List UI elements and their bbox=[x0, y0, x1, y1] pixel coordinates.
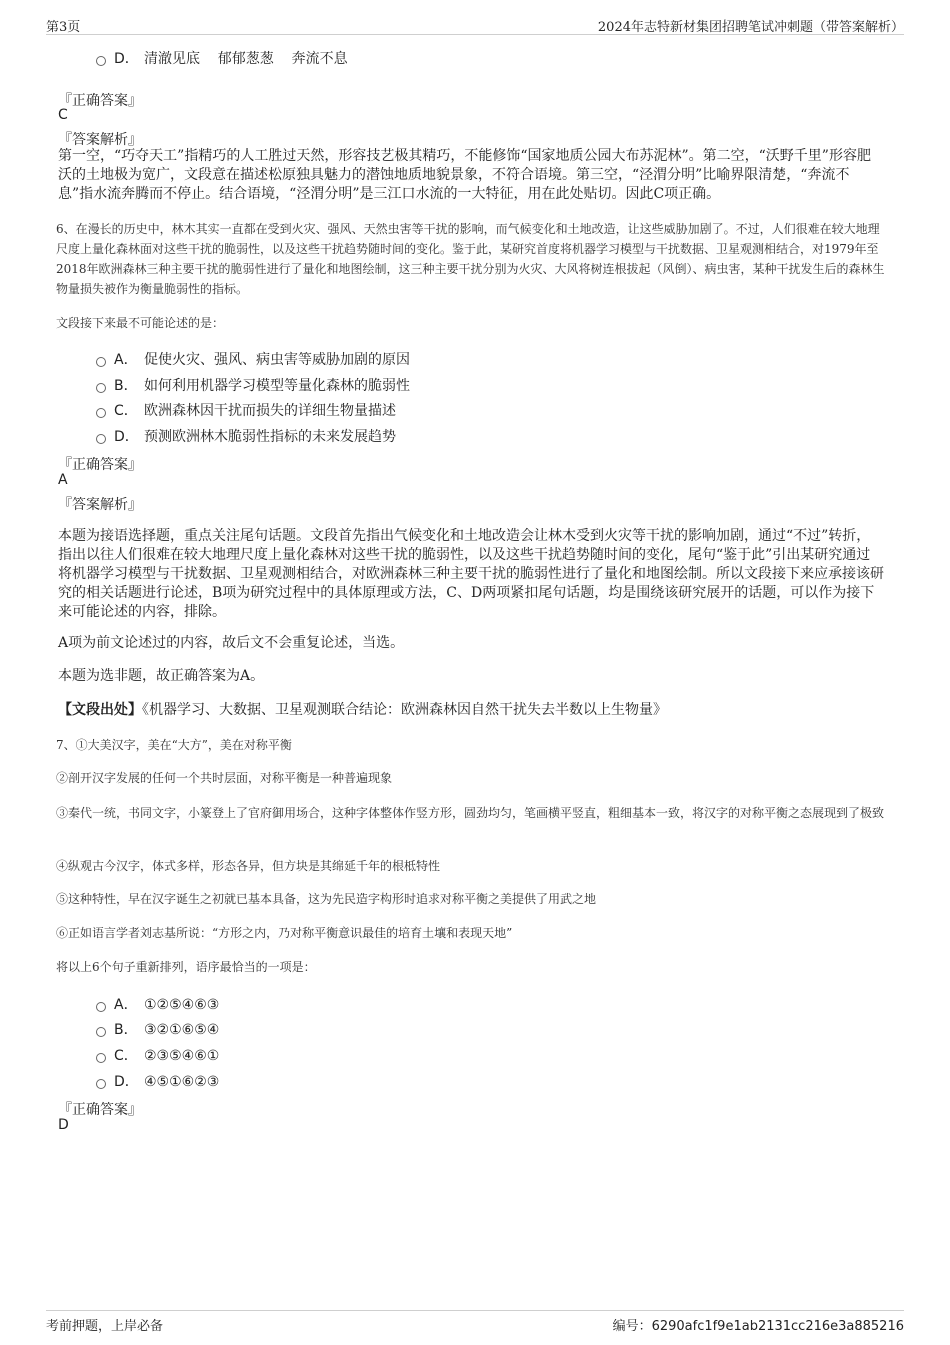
q5-answer-label: 『正确答案』 bbox=[58, 93, 142, 109]
q7-question: 将以上6个句子重新排列，语序最恰当的一项是： bbox=[56, 960, 316, 974]
q5-option-d[interactable]: D． 清澈见底 郁郁葱葱 奔流不息 bbox=[96, 48, 348, 68]
radio-icon[interactable] bbox=[96, 1053, 106, 1063]
document-title: 2024年志特新材集团招聘笔试冲刺题（带答案解析） bbox=[597, 20, 904, 35]
radio-icon[interactable] bbox=[96, 1079, 106, 1089]
radio-icon[interactable] bbox=[96, 1027, 106, 1037]
radio-icon[interactable] bbox=[96, 408, 106, 418]
q6-source bbox=[58, 701, 884, 720]
q7-option-b[interactable]: B． ③②①⑥⑤④ bbox=[96, 1019, 219, 1039]
q7-sentence-1: 7、①大美汉字，美在“大方”，美在对称平衡 bbox=[56, 738, 292, 752]
q6-analysis-label: 『答案解析』 bbox=[58, 497, 142, 513]
page-footer bbox=[46, 1310, 904, 1335]
q7-answer-label: 『正确答案』 bbox=[58, 1102, 142, 1118]
radio-icon[interactable] bbox=[96, 357, 106, 367]
source-text: 《机器学习、大数据、卫星观测联合结论：欧洲森林因自然干扰失去半数以上生物量》 bbox=[142, 702, 667, 718]
q6-option-b[interactable]: B． 如何利用机器学习模型等量化森林的脆弱性 bbox=[96, 375, 410, 395]
q6-analysis-2: A项为前文论述过的内容，故后文不会重复论述，当选。 bbox=[58, 635, 405, 651]
q7-sentence-4: ④纵观古今汉字，体式多样，形态各异，但方块是其绵延千年的根柢特性 bbox=[56, 859, 441, 873]
q6-analysis-1: 本题为接语选择题，重点关注尾句话题。文段首先指出气候变化和土地改造会让林木受到火灾等干扰的影响加剧，通过“不过”转折，指出以往人们很难在较大地理尺度上量化森林对这些干扰的脆弱性，以及这些干扰趋势随时间的变化，尾句“鉴于此”引出某研究通过将机器学习模型与干扰数据、卫星观测相结合，对欧洲森林三种主要干扰的脆弱性进行了量化和地图绘制。所以文段接下来应承接该研究的相关话题进行论述，B项为研究过程中的具体原理或方法，C、D两项紧扣尾句话题，均是围绕该研究展开的话题，可以作为接下来可能论述的内容，排除。 bbox=[58, 528, 884, 620]
q6-analysis-3: 本题为选非题，故正确答案为A。 bbox=[58, 668, 265, 684]
radio-icon[interactable] bbox=[96, 1002, 106, 1012]
q6-stem: 6、在漫长的历史中，林木其实一直都在受到火灾、强风、天然虫害等干扰的影响，而气候变化和土地改造，让这些威胁加剧了。不过，人们很难在较大地理尺度上量化森林面对这些干扰的脆弱性，以及这些干扰趋势随时间的变化。鉴于此，某研究首度将机器学习模型与干扰数据、卫星观测相结合，对1979年至2018年欧洲森林三种主要干扰的脆弱性进行了量化和地图绘制，这三种主要干扰分别为火灾、大风将树连根拔起（风倒）、病虫害，某种干扰发生后的森林生物量损失被作为衡量脆弱性的指标。 bbox=[56, 222, 885, 296]
q5-answer: C bbox=[58, 107, 68, 123]
q6-option-d[interactable]: D． 预测欧洲林木脆弱性指标的未来发展趋势 bbox=[96, 426, 396, 446]
footer-slogan: 考前押题，上岸必备 bbox=[46, 1319, 164, 1334]
document-code: 编号：6290afc1f9e1ab2131cc216e3a885216 bbox=[612, 1319, 904, 1334]
page-number: 第3页 bbox=[46, 20, 81, 35]
q7-sentence-6: ⑥正如语言学者刘志基所说：“方形之内，乃对称平衡意识最佳的培育土壤和表现天地” bbox=[56, 926, 513, 940]
page-header bbox=[46, 14, 904, 35]
source-label: 【文段出处】 bbox=[58, 702, 142, 718]
q7-option-a[interactable]: A． ①②⑤④⑥③ bbox=[96, 994, 219, 1014]
q5-analysis-label: 『答案解析』 bbox=[58, 132, 142, 148]
q7-sentence-5: ⑤这种特性，早在汉字诞生之初就已基本具备，这为先民造字构形时追求对称平衡之美提供了用武之地 bbox=[56, 892, 597, 906]
q6-answer-label: 『正确答案』 bbox=[58, 457, 142, 473]
q6-option-c[interactable]: C． 欧洲森林因干扰而损失的详细生物量描述 bbox=[96, 400, 396, 420]
q6-question: 文段接下来最不可能论述的是： bbox=[56, 316, 225, 330]
q7-option-c[interactable]: C． ②③⑤④⑥① bbox=[96, 1045, 219, 1065]
q7-sentence-3: ③秦代一统，书同文字，小篆登上了官府御用场合，这种字体整体作竖方形，圆劲均匀，笔画横平竖直，粗细基本一致，将汉字的对称平衡之态展现到了极致 bbox=[56, 806, 885, 820]
q6-option-a[interactable]: A． 促使火灾、强风、病虫害等威胁加剧的原因 bbox=[96, 349, 410, 369]
q7-option-d[interactable]: D． ④⑤①⑥②③ bbox=[96, 1071, 219, 1091]
radio-icon[interactable] bbox=[96, 434, 106, 444]
radio-icon[interactable] bbox=[96, 383, 106, 393]
radio-icon[interactable] bbox=[96, 56, 106, 66]
q7-answer: D bbox=[58, 1117, 69, 1133]
q5-analysis: 第一空，“巧夺天工”指精巧的人工胜过天然，形容技艺极其精巧，不能修饰“国家地质公园大布苏泥林”。第二空，“沃野千里”形容肥沃的土地极为宽广，文段意在描述松原独具魅力的潜蚀地质地貌景象，不符合语境。第三空，“泾渭分明”比喻界限清楚，“奔流不息”指水流奔腾而不停止。结合语境，“泾渭分明”是三江口水流的一大特征，用在此处贴切。因此C项正确。 bbox=[58, 148, 871, 202]
q7-sentence-2: ②剖开汉字发展的任何一个共时层面，对称平衡是一种普遍现象 bbox=[56, 771, 393, 785]
q6-answer: A bbox=[58, 472, 68, 488]
